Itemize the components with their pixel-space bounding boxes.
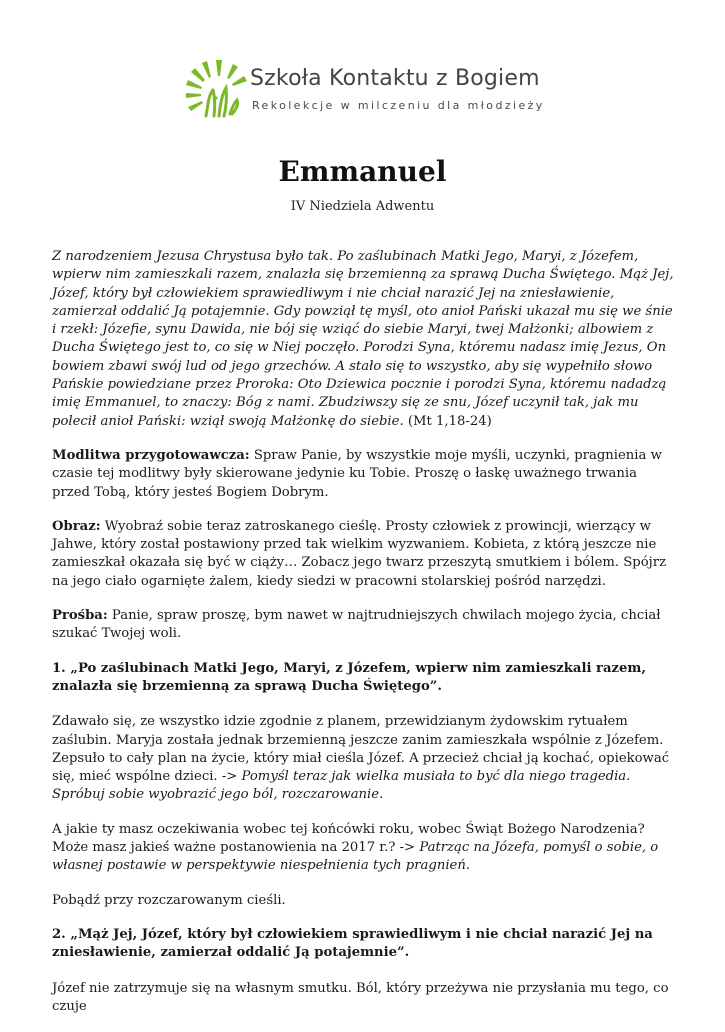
image-text: Wyobraź sobie teraz zatroskanego cieślę. Prosty człowiek z prowincji, wierzący w Jahwe, który został postawiony przed tak wielkim wyzwaniem. Kobieta, z którą jeszcze nie zamieszkał okazała się być w ciąży… Zobacz jego twarz przeszytą smutkiem i bólem. Spójrz na jego ciało ogarnięte żalem, kiedy siedzi w pracowni stolarskiej pośród narzędzi. bbox=[52, 518, 667, 589]
page-title: Emmanuel bbox=[278, 155, 447, 188]
image-paragraph bbox=[52, 518, 676, 591]
gospel-text: Z narodzeniem Jezusa Chrystusa było tak. Po zaślubinach Matki Jego, Maryi, z Józefem, wpierw nim zamieszkali razem, znalazła się brzemienną za sprawą Ducha Świętego. Mąż Jej, Józef, który był człowiekiem sprawiedliwym i nie chciał narazić Jej na zniesławienie, zamierzał oddalić Ją potajemnie. Gdy powziął tę myśl, oto anioł Pański ukazał mu się we śnie i rzekł: Józefie, synu Dawida, nie bój się wziąć do siebie Maryi, twej Małżonki; albowiem z Ducha Świętego jest to, co się w Niej poczęło. Porodzi Syna, któremu nadasz imię Jezus, On bowiem zbawi swój lud od jego grzechów. A stało się to wszystko, aby się wypełniło słowo Pańskie powiedziane przez Proroka: Oto Dziewica pocznie i porodzi Syna, któremu nadadzą imię Emmanuel, to znaczy: Bóg z nami. Zbudziwszy się ze snu, Józef uczynił tak, jak mu polecił anioł Pański: wziął swoją Małżonkę do siebie. bbox=[52, 249, 674, 429]
gospel-passage bbox=[52, 248, 676, 431]
logo-subtitle: Rekolekcje w milczeniu dla młodzieży bbox=[252, 99, 545, 112]
prayer-text: Spraw Panie, by wszystkie moje myśli, uczynki, pragnienia w czasie tej modlitwy były skierowane jedynie ku Tobie. Proszę o łaskę uważnego trwania przed Tobą, który jesteś Bogiem Dobrym. bbox=[52, 447, 662, 500]
point-2-paragraph-1: Józef nie zatrzymuje się na własnym smutku. Ból, który przeżywa nie przysłania mu tego, co czuje bbox=[52, 980, 669, 1014]
image-label: Obraz: bbox=[52, 518, 101, 534]
page-subtitle: IV Niedziela Adwentu bbox=[290, 199, 435, 214]
point-1-paragraph-2 bbox=[52, 821, 676, 876]
logo-title: Szkoła Kontaktu z Bogiem bbox=[250, 66, 540, 91]
prayer-paragraph bbox=[52, 447, 676, 502]
logo bbox=[186, 58, 546, 130]
point-1-p1-italic: Pomyśl teraz jak wielka musiała to być dla niego tragedia. Spróbuj sobie wyobrazić jego ból, rozczarowanie. bbox=[52, 769, 631, 803]
point-1-p1-text: Zdawało się, ze wszystko idzie zgodnie z planem, przewidzianym żydowskim rytuałem zaślubin. Maryja została jednak brzemienną jeszcze zanim zamieszkała wspólnie z Józefem. Zepsuło to cały plan na życie, który miał cieśla Józef. A przecież chciał ją kochać, opiekować się, mieć wspólne dzieci. -> bbox=[52, 714, 670, 785]
point-1-paragraph-1 bbox=[52, 713, 676, 804]
request-text: Panie, spraw proszę, bym nawet w najtrudniejszych chwilach mojego życia, chciał szukać Twojej woli. bbox=[52, 608, 661, 642]
point-1-p2-italic: Patrząc na Józefa, pomyśl o sobie, o własnej postawie w perspektywie niespełnienia tych pragnień. bbox=[52, 840, 659, 874]
gospel-reference: (Mt 1,18-24) bbox=[407, 413, 492, 429]
sun-hand-logo-icon bbox=[186, 58, 252, 124]
point-1-p2-text: A jakie ty masz oczekiwania wobec tej końcówki roku, wobec Świąt Bożego Narodzenia? Może masz jakieś ważne postanowienia na 2017 r.? -> bbox=[52, 821, 645, 856]
document-body bbox=[52, 248, 676, 1032]
prayer-label: Modlitwa przygotowawcza: bbox=[52, 447, 250, 463]
point-1-paragraph-3: Pobądź przy rozczarowanym cieśli. bbox=[52, 892, 286, 908]
point-2-heading: 2. „Mąż Jej, Józef, który był człowiekiem sprawiedliwym i nie chciał narazić Jej na zniesławienie, zamierzał oddalić Ją potajemnie”. bbox=[52, 926, 653, 961]
request-label: Prośba: bbox=[52, 608, 108, 624]
point-1-heading: 1. „Po zaślubinach Matki Jego, Maryi, z Józefem, wpierw nim zamieszkali razem, znalazła się brzemienną za sprawą Ducha Świętego”. bbox=[52, 660, 646, 694]
request-paragraph bbox=[52, 607, 676, 644]
